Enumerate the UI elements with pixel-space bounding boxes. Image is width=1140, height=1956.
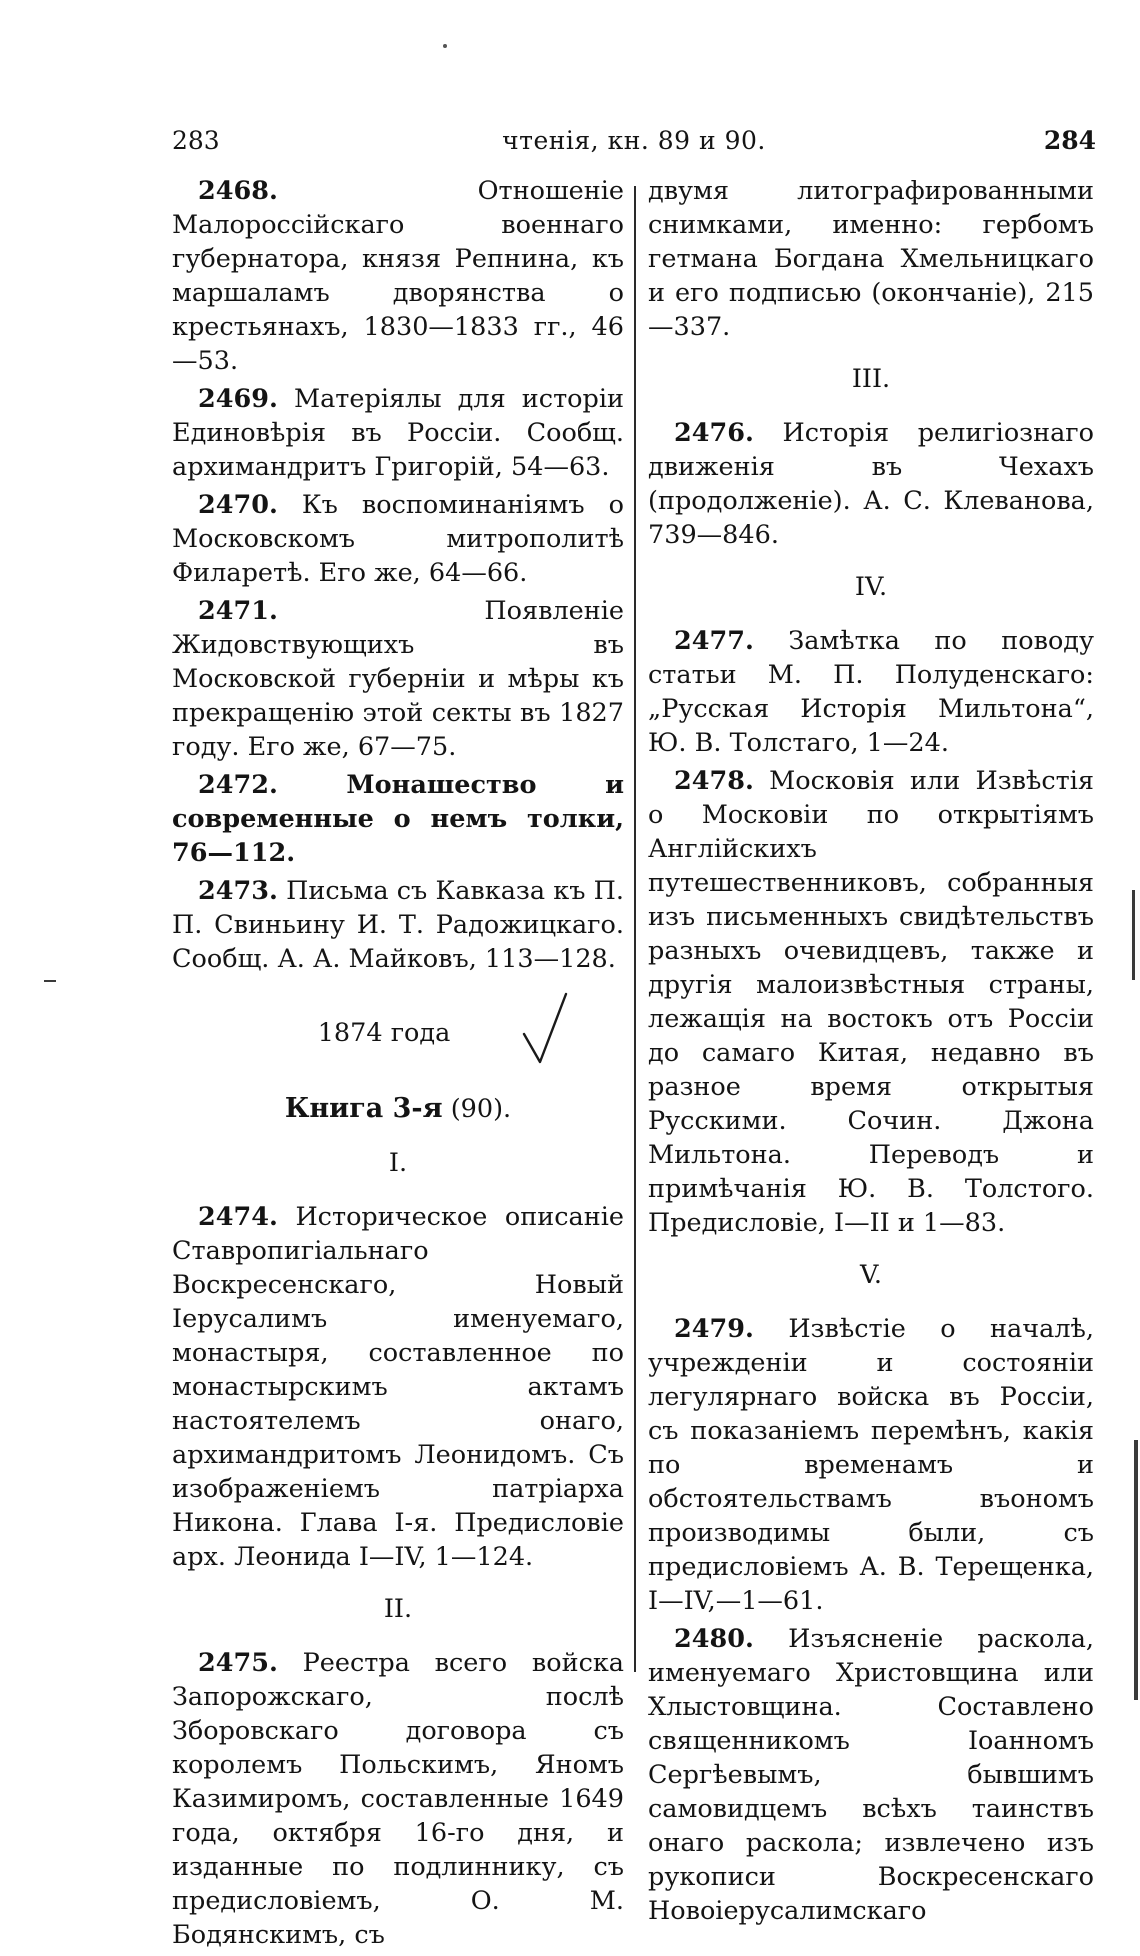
left-column — [172, 174, 624, 1956]
entry-2468 — [172, 174, 624, 378]
entry-number: 2477. — [674, 626, 754, 656]
entry-text: Замѣтка по поводу статьи М. П. Полуденскаго: „Русская Исторія Мильтона“, Ю. В. Толстаго, 1—24. — [648, 626, 1095, 758]
year-heading — [172, 1016, 624, 1066]
entry-text: Монашество и современные о немъ толки, 76—112. — [172, 770, 624, 868]
section-heading-1: I. — [388, 1148, 408, 1178]
entry-text: Историческое описаніе Ставропигіальнаго Воскресенскаго, Новый Іерусалимъ именуемаго, монастыря, составленное по монастырскимъ актамъ настоятелемъ онаго, архимандритомъ Леонидомъ. Съ изображеніемъ патріарха Никона. Глава I-я. Предисловіе арх. Леонида I—IV, 1—124. — [172, 1202, 624, 1572]
year-text: 1874 года — [317, 1018, 451, 1048]
entry-2471 — [172, 594, 624, 764]
entry-text: Исторія религіознаго движенія въ Чехахъ (продолженіе). А. С. Клеванова, 739—846. — [648, 418, 1095, 550]
book-number: (90). — [450, 1094, 512, 1124]
entry-2479 — [648, 1312, 1094, 1618]
entry-text: Реестра всего войска Запорожскаго, послѣ Зборовскаго договора съ королемъ Польскимъ, Яномъ Казимиромъ, составленные 1649 года, октября 16-го дня, и изданные по подлиннику, съ предисловіемъ, О. М. Бодянскимъ, съ — [172, 1648, 624, 1950]
entry-text: Матеріялы для исторіи Единовѣрія въ Россіи. Сообщ. архимандритъ Григорій, 54—63. — [172, 384, 624, 482]
running-header — [172, 126, 1096, 166]
entry-2475 — [172, 1646, 624, 1952]
entry-number: 2474. — [198, 1202, 278, 1232]
entry-number: 2478. — [674, 766, 754, 796]
check-mark-icon — [520, 990, 570, 1068]
entry-number: 2472. — [198, 770, 278, 800]
entry-2477 — [648, 624, 1094, 760]
section-heading-4: IV. — [854, 572, 888, 602]
entry-number: 2471. — [198, 596, 278, 626]
entry-text: Изъясненіе раскола, именуемаго Христовщина или Хлыстовщина. Составлено священникомъ Іоанномъ Сергѣевымъ, бывшимъ самовидцемъ всѣхъ таинствъ онаго раскола; извлечено изъ рукописи Воскресенскаго Новоіерусалимскаго — [648, 1624, 1094, 1926]
entry-number: 2479. — [674, 1314, 754, 1344]
section-heading-2: II. — [383, 1594, 413, 1624]
entry-text: Извѣстіе о началѣ, учрежденіи и состояніи легулярнаго войска въ Россіи, съ показаніемъ перемѣнъ, какія по временамъ и обстоятельствамъ въономъ производимы были, съ предисловіемъ А. В. Терещенка, I—IV,—1—61. — [648, 1314, 1094, 1616]
entry-2470 — [172, 488, 624, 590]
entry-number: 2480. — [674, 1624, 754, 1654]
page-number-left: 283 — [172, 126, 220, 155]
entry-text: Появленіе Жидовствующихъ въ Московской губерніи и мѣры къ прекращенію этой секты въ 1827 году. Его же, 67—75. — [172, 596, 624, 762]
section-heading-5: V. — [859, 1260, 883, 1290]
entry-number: 2468. — [198, 176, 278, 206]
right-column — [648, 174, 1094, 1932]
page-number-right: 284 — [1043, 126, 1096, 155]
scan-edge-mark — [1134, 1440, 1138, 1700]
scan-edge-mark — [44, 980, 56, 982]
entry-2478 — [648, 764, 1094, 1240]
running-title: чтенія, кн. 89 и 90. — [502, 126, 766, 155]
entry-text: Отношеніе Малороссійскаго военнаго губернатора, князя Репнина, къ маршаламъ дворянства о крестьянахъ, 1830—1833 гг., 46—53. — [172, 176, 624, 376]
scan-edge-mark — [1132, 890, 1135, 980]
section-heading-3: III. — [851, 364, 891, 394]
entry-2476 — [648, 416, 1094, 552]
scan-speck — [443, 44, 447, 48]
entry-number: 2469. — [198, 384, 278, 414]
book-word: Книга 3-я — [284, 1093, 443, 1124]
entry-number: 2476. — [674, 418, 754, 448]
column-divider — [634, 186, 636, 1672]
entry-2473 — [172, 874, 624, 976]
entry-number: 2473. — [198, 876, 278, 906]
book-heading — [172, 1092, 624, 1126]
entry-2472 — [172, 768, 624, 870]
entry-number: 2475. — [198, 1648, 278, 1678]
entry-2474 — [172, 1200, 624, 1574]
entry-2480 — [648, 1622, 1094, 1928]
entry-2469 — [172, 382, 624, 484]
entry-text: Письма съ Кавказа къ П. П. Свиньину И. Т. Радожицкаго. Сообщ. А. А. Майковъ, 113—128. — [172, 876, 624, 974]
entry-2475-continued: двумя литографированными снимками, именно: гербомъ гетмана Богдана Хмельницкаго и его подписью (окончаніе), 215—337. — [648, 176, 1094, 342]
entry-number: 2470. — [198, 490, 278, 520]
entry-text: Московія или Извѣстія о Московіи по открытіямъ Англійскихъ путешественниковъ, собранныя изъ письменныхъ свидѣтельствъ разныхъ очевидцевъ, также и другія малоизвѣстныя страны, лежащія на востокъ отъ Россіи до самаго Китая, недавно въ разное время открытыя Русскими. Сочин. Джона Мильтона. Переводъ и примѣчанія Ю. В. Толстого. Предисловіе, I—II и 1—83. — [648, 766, 1095, 1238]
entry-text: Къ воспоминаніямъ о Московскомъ митрополитѣ Филаретѣ. Его же, 64—66. — [172, 490, 625, 588]
